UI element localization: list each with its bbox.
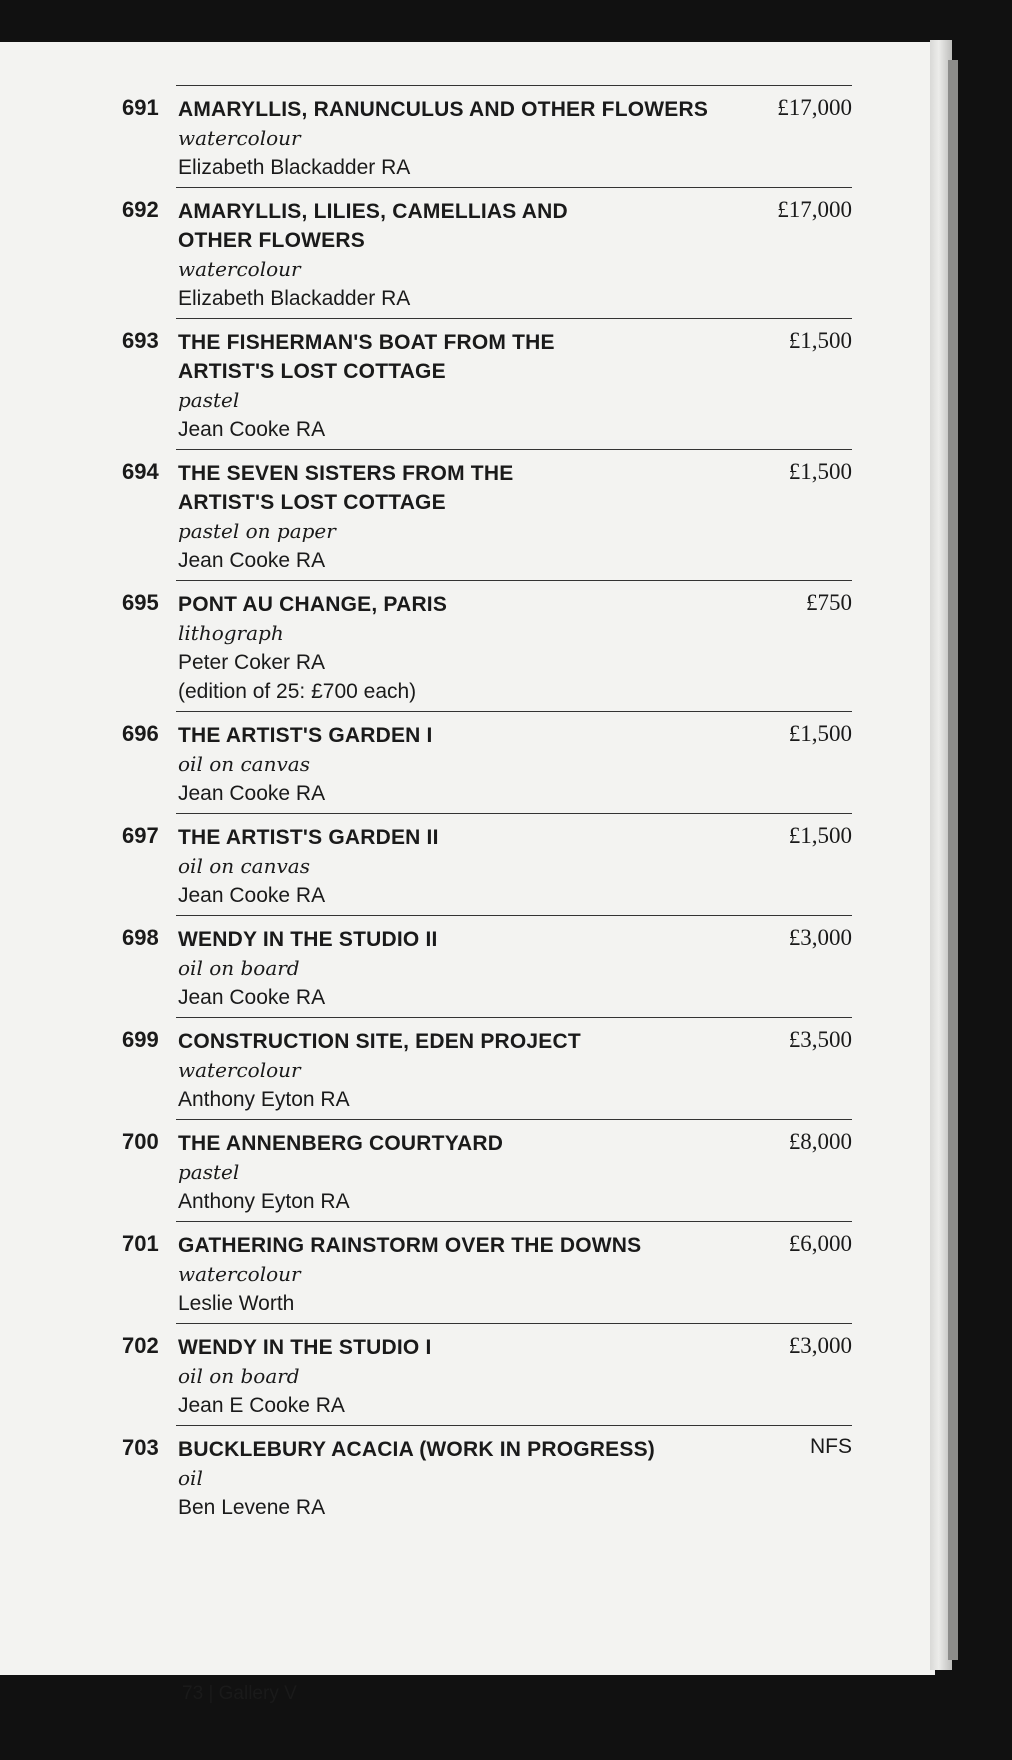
- entry-divider: [176, 1221, 852, 1222]
- entry-medium: lithograph: [178, 621, 284, 645]
- entry-edition-note: (edition of 25: £700 each): [178, 680, 417, 703]
- entry-price: NFS: [810, 1435, 852, 1458]
- entry-divider: [176, 813, 852, 814]
- entry-divider: [176, 85, 852, 86]
- entry-number: 695: [122, 590, 159, 615]
- entry-divider: [176, 187, 852, 188]
- entry-number: 701: [122, 1231, 159, 1256]
- entry-number: 694: [122, 459, 159, 484]
- entry-medium: oil on board: [178, 956, 300, 980]
- entry-title-line: THE ARTIST'S GARDEN II: [178, 826, 439, 849]
- entry-title: [178, 823, 738, 852]
- entry-artist: Peter Coker RA: [178, 651, 326, 674]
- entry-title-line: THE FISHERMAN'S BOAT FROM THE: [178, 331, 555, 354]
- entry-number: 697: [122, 823, 159, 848]
- page-footer: [182, 1683, 297, 1705]
- entry-title: [178, 1129, 738, 1158]
- entry-price: £17,000: [777, 95, 852, 120]
- entry-divider: [176, 580, 852, 581]
- entry-divider: [176, 1323, 852, 1324]
- entry-title: [178, 328, 738, 386]
- entry-medium: oil on board: [178, 1364, 300, 1388]
- page-edge-dark: [948, 60, 958, 1660]
- entry-medium: oil on canvas: [178, 752, 310, 776]
- entry-title-line: GATHERING RAINSTORM OVER THE DOWNS: [178, 1234, 642, 1257]
- section-name: Gallery V: [218, 1683, 297, 1704]
- entry-medium: watercolour: [178, 257, 301, 281]
- entry-divider: [176, 915, 852, 916]
- entry-divider: [176, 449, 852, 450]
- page-number: 73: [182, 1683, 204, 1704]
- entry-price: £1,500: [788, 823, 852, 848]
- entry-divider: [176, 318, 852, 319]
- entry-title: [178, 1333, 738, 1362]
- entry-artist: Jean Cooke RA: [178, 986, 326, 1009]
- entry-title-line: AMARYLLIS, RANUNCULUS AND OTHER FLOWERS: [178, 98, 709, 121]
- entry-price: £17,000: [777, 197, 852, 222]
- entry-artist: Jean Cooke RA: [178, 782, 326, 805]
- entry-title-line: OTHER FLOWERS: [178, 229, 365, 252]
- entry-price: £750: [806, 590, 852, 615]
- entry-title-line: ARTIST'S LOST COTTAGE: [178, 491, 446, 514]
- entry-number: 700: [122, 1129, 159, 1154]
- entry-number: 703: [122, 1435, 159, 1460]
- entry-price: £3,000: [788, 1333, 852, 1358]
- entry-title: [178, 925, 738, 954]
- entry-artist: Anthony Eyton RA: [178, 1190, 350, 1213]
- entry-divider: [176, 1119, 852, 1120]
- footer-separator: |: [208, 1683, 214, 1704]
- entry-title-line: THE ANNENBERG COURTYARD: [178, 1132, 504, 1155]
- entry-number: 691: [122, 95, 159, 120]
- entry-title: [178, 721, 738, 750]
- entry-number: 692: [122, 197, 159, 222]
- entry-price: £8,000: [788, 1129, 852, 1154]
- entry-title-line: WENDY IN THE STUDIO II: [178, 928, 438, 951]
- entry-divider: [176, 711, 852, 712]
- entry-divider: [176, 1425, 852, 1426]
- entry-price: £1,500: [788, 721, 852, 746]
- entry-number: 698: [122, 925, 159, 950]
- entry-price: £1,500: [788, 328, 852, 353]
- entry-medium: oil: [178, 1466, 203, 1490]
- entry-price: £1,500: [788, 459, 852, 484]
- entry-price: £3,500: [788, 1027, 852, 1052]
- entry-number: 702: [122, 1333, 159, 1358]
- entry-number: 693: [122, 328, 159, 353]
- entry-title-line: THE ARTIST'S GARDEN I: [178, 724, 433, 747]
- entry-artist: Leslie Worth: [178, 1292, 295, 1315]
- entry-artist: Jean Cooke RA: [178, 418, 326, 441]
- entry-artist: Elizabeth Blackadder RA: [178, 287, 411, 310]
- entry-number: 699: [122, 1027, 159, 1052]
- entry-artist: Jean Cooke RA: [178, 549, 326, 572]
- entry-title: [178, 459, 738, 517]
- entry-number: 696: [122, 721, 159, 746]
- entry-artist: Jean Cooke RA: [178, 884, 326, 907]
- entry-divider: [176, 1017, 852, 1018]
- entry-title-line: CONSTRUCTION SITE, EDEN PROJECT: [178, 1030, 581, 1053]
- entry-title: [178, 1435, 738, 1464]
- entry-title-line: THE SEVEN SISTERS FROM THE: [178, 462, 514, 485]
- entry-title: [178, 1027, 738, 1056]
- entry-title: [178, 197, 738, 255]
- entry-medium: watercolour: [178, 1058, 301, 1082]
- entry-artist: Elizabeth Blackadder RA: [178, 156, 411, 179]
- entry-artist: Anthony Eyton RA: [178, 1088, 350, 1111]
- entry-artist: Ben Levene RA: [178, 1496, 326, 1519]
- entry-title-line: ARTIST'S LOST COTTAGE: [178, 360, 446, 383]
- entry-title-line: PONT AU CHANGE, PARIS: [178, 593, 448, 616]
- entry-price: £6,000: [788, 1231, 852, 1256]
- entry-artist: Jean E Cooke RA: [178, 1394, 345, 1417]
- entry-title: [178, 95, 738, 124]
- catalogue-page: [0, 42, 935, 1704]
- entry-title-line: WENDY IN THE STUDIO I: [178, 1336, 432, 1359]
- entry-medium: pastel: [178, 1160, 240, 1184]
- entry-medium: watercolour: [178, 1262, 301, 1286]
- entry-medium: pastel on paper: [178, 519, 336, 543]
- entry-price: £3,000: [788, 925, 852, 950]
- entry-medium: oil on canvas: [178, 854, 310, 878]
- entry-medium: watercolour: [178, 126, 301, 150]
- entry-title: [178, 590, 738, 619]
- entry-title-line: BUCKLEBURY ACACIA (WORK IN PROGRESS): [178, 1438, 655, 1461]
- entry-title-line: AMARYLLIS, LILIES, CAMELLIAS AND: [178, 200, 568, 223]
- entry-title: [178, 1231, 738, 1260]
- entry-medium: pastel: [178, 388, 240, 412]
